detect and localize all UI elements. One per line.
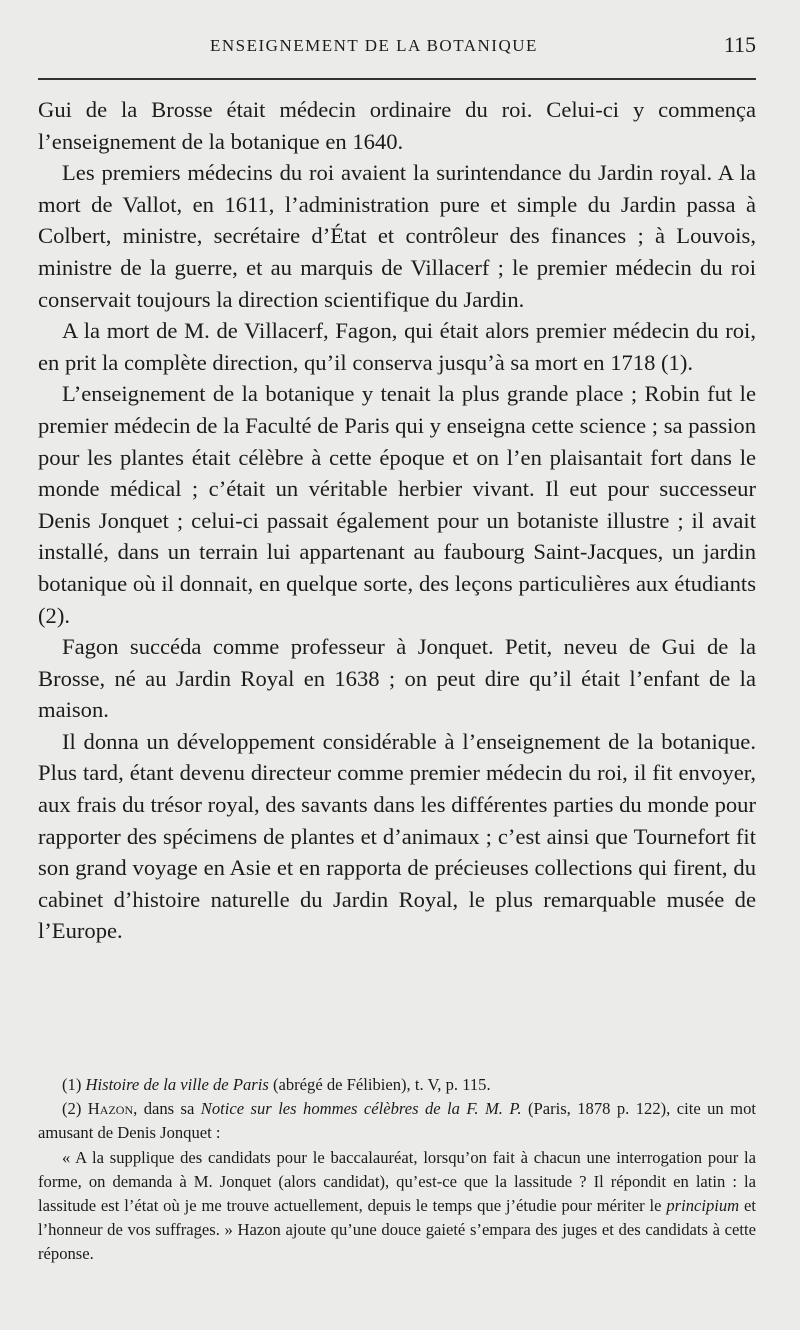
page-number: 115	[723, 32, 756, 57]
footnote-1	[38, 1073, 756, 1097]
running-title: ENSEIGNEMENT DE LA BOTANIQUE	[210, 36, 538, 55]
paragraph-4: L’enseignement de la botanique y tenait la plus grande place ; Robin fut le premier médecin de la Faculté de Paris qui y enseigna cette science ; sa passion pour les plantes était célèbre à cette époque et on l’en plaisantait fort dans le monde médical ; c’était un véritable herbier vivant. Il eut pour successeur Denis Jonquet ; celui-ci passait également pour un botaniste illustre ; il avait installé, dans un terrain lui appartenant au faubourg Saint-Jacques, un jardin botanique où il donnait, en quelque sorte, des leçons particulières aux étudiants (2).	[38, 381, 756, 628]
footnote-2-author: Hazon	[87, 1099, 134, 1119]
paragraph-5: Fagon succéda comme professeur à Jonquet. Petit, neveu de Gui de la Brosse, né au Jardin Royal en 1638 ; on peut dire qu’il était l’enfant de la maison.	[38, 634, 756, 723]
footnotes	[38, 1073, 756, 1267]
page-header	[38, 30, 756, 66]
footnote-1-text: (abrégé de Félibien), t. V, p. 115.	[268, 1075, 491, 1094]
footnote-2	[38, 1097, 756, 1145]
main-text	[38, 94, 756, 947]
footnote-2-title: Notice sur les hommes célèbres de la F. M. P.	[200, 1099, 522, 1119]
paragraph-6: Il donna un développement considérable à l’enseignement de la botanique. Plus tard, étant devenu directeur comme premier médecin du roi, il fit envoyer, aux frais du trésor royal, des savants dans les différentes parties du monde pour rapporter des spécimens de plantes et d’animaux ; c’est ainsi que Tournefort fit son grand voyage en Asie et en rapporta de précieuses collections qui firent, du cabinet d’histoire naturelle du Jardin Royal, le plus remarquable musée de l’Europe.	[38, 728, 756, 944]
paragraph-1: Gui de la Brosse était médecin ordinaire du roi. Celui-ci y commença l’enseignement de la botanique en 1640.	[38, 97, 756, 154]
quote-part-b: et l’honneur de vos suffrages. » Hazon ajoute qu’une douce gaieté s’empara des juges et des candidats à cette réponse.	[38, 1196, 757, 1264]
footnote-2-quote	[38, 1146, 756, 1267]
quote-italic-word: principium	[666, 1196, 740, 1216]
footnote-2-text: (Paris, 1878 p. 122), cite un mot amusant de Denis Jonquet :	[38, 1099, 756, 1143]
footnote-2-mid: , dans sa	[133, 1099, 201, 1119]
footnote-1-mark: (1)	[62, 1075, 82, 1094]
quote-part-a: « A la supplique des candidats pour le baccalauréat, lorsqu’on fait à chacun une interrogation pour la forme, on demanda à M. Jonquet (alors candidat), qu’est-ce que la lassitude ? Il répondit en latin : la lassitude est l’état où je me trouve actuellement, depuis le temps que j’étudie pour mériter le	[38, 1147, 756, 1216]
footnote-1-title: Histoire de la ville de Paris	[85, 1075, 269, 1094]
paragraph-3: A la mort de M. de Villacerf, Fagon, qui était alors premier médecin du roi, en prit la complète direction, qu’il conserva jusqu’à sa mort en 1718 (1).	[38, 318, 756, 375]
paragraph-2: Les premiers médecins du roi avaient la surintendance du Jardin royal. A la mort de Vallot, en 1611, l’administration pure et simple du Jardin passa à Colbert, ministre, secrétaire d’État et contrôleur des finances ; à Louvois, ministre de la guerre, et au marquis de Villacerf ; le premier médecin du roi conservait toujours la direction scientifique du Jardin.	[38, 160, 756, 312]
footnote-2-mark: (2)	[62, 1099, 82, 1119]
header-rule	[38, 78, 756, 80]
